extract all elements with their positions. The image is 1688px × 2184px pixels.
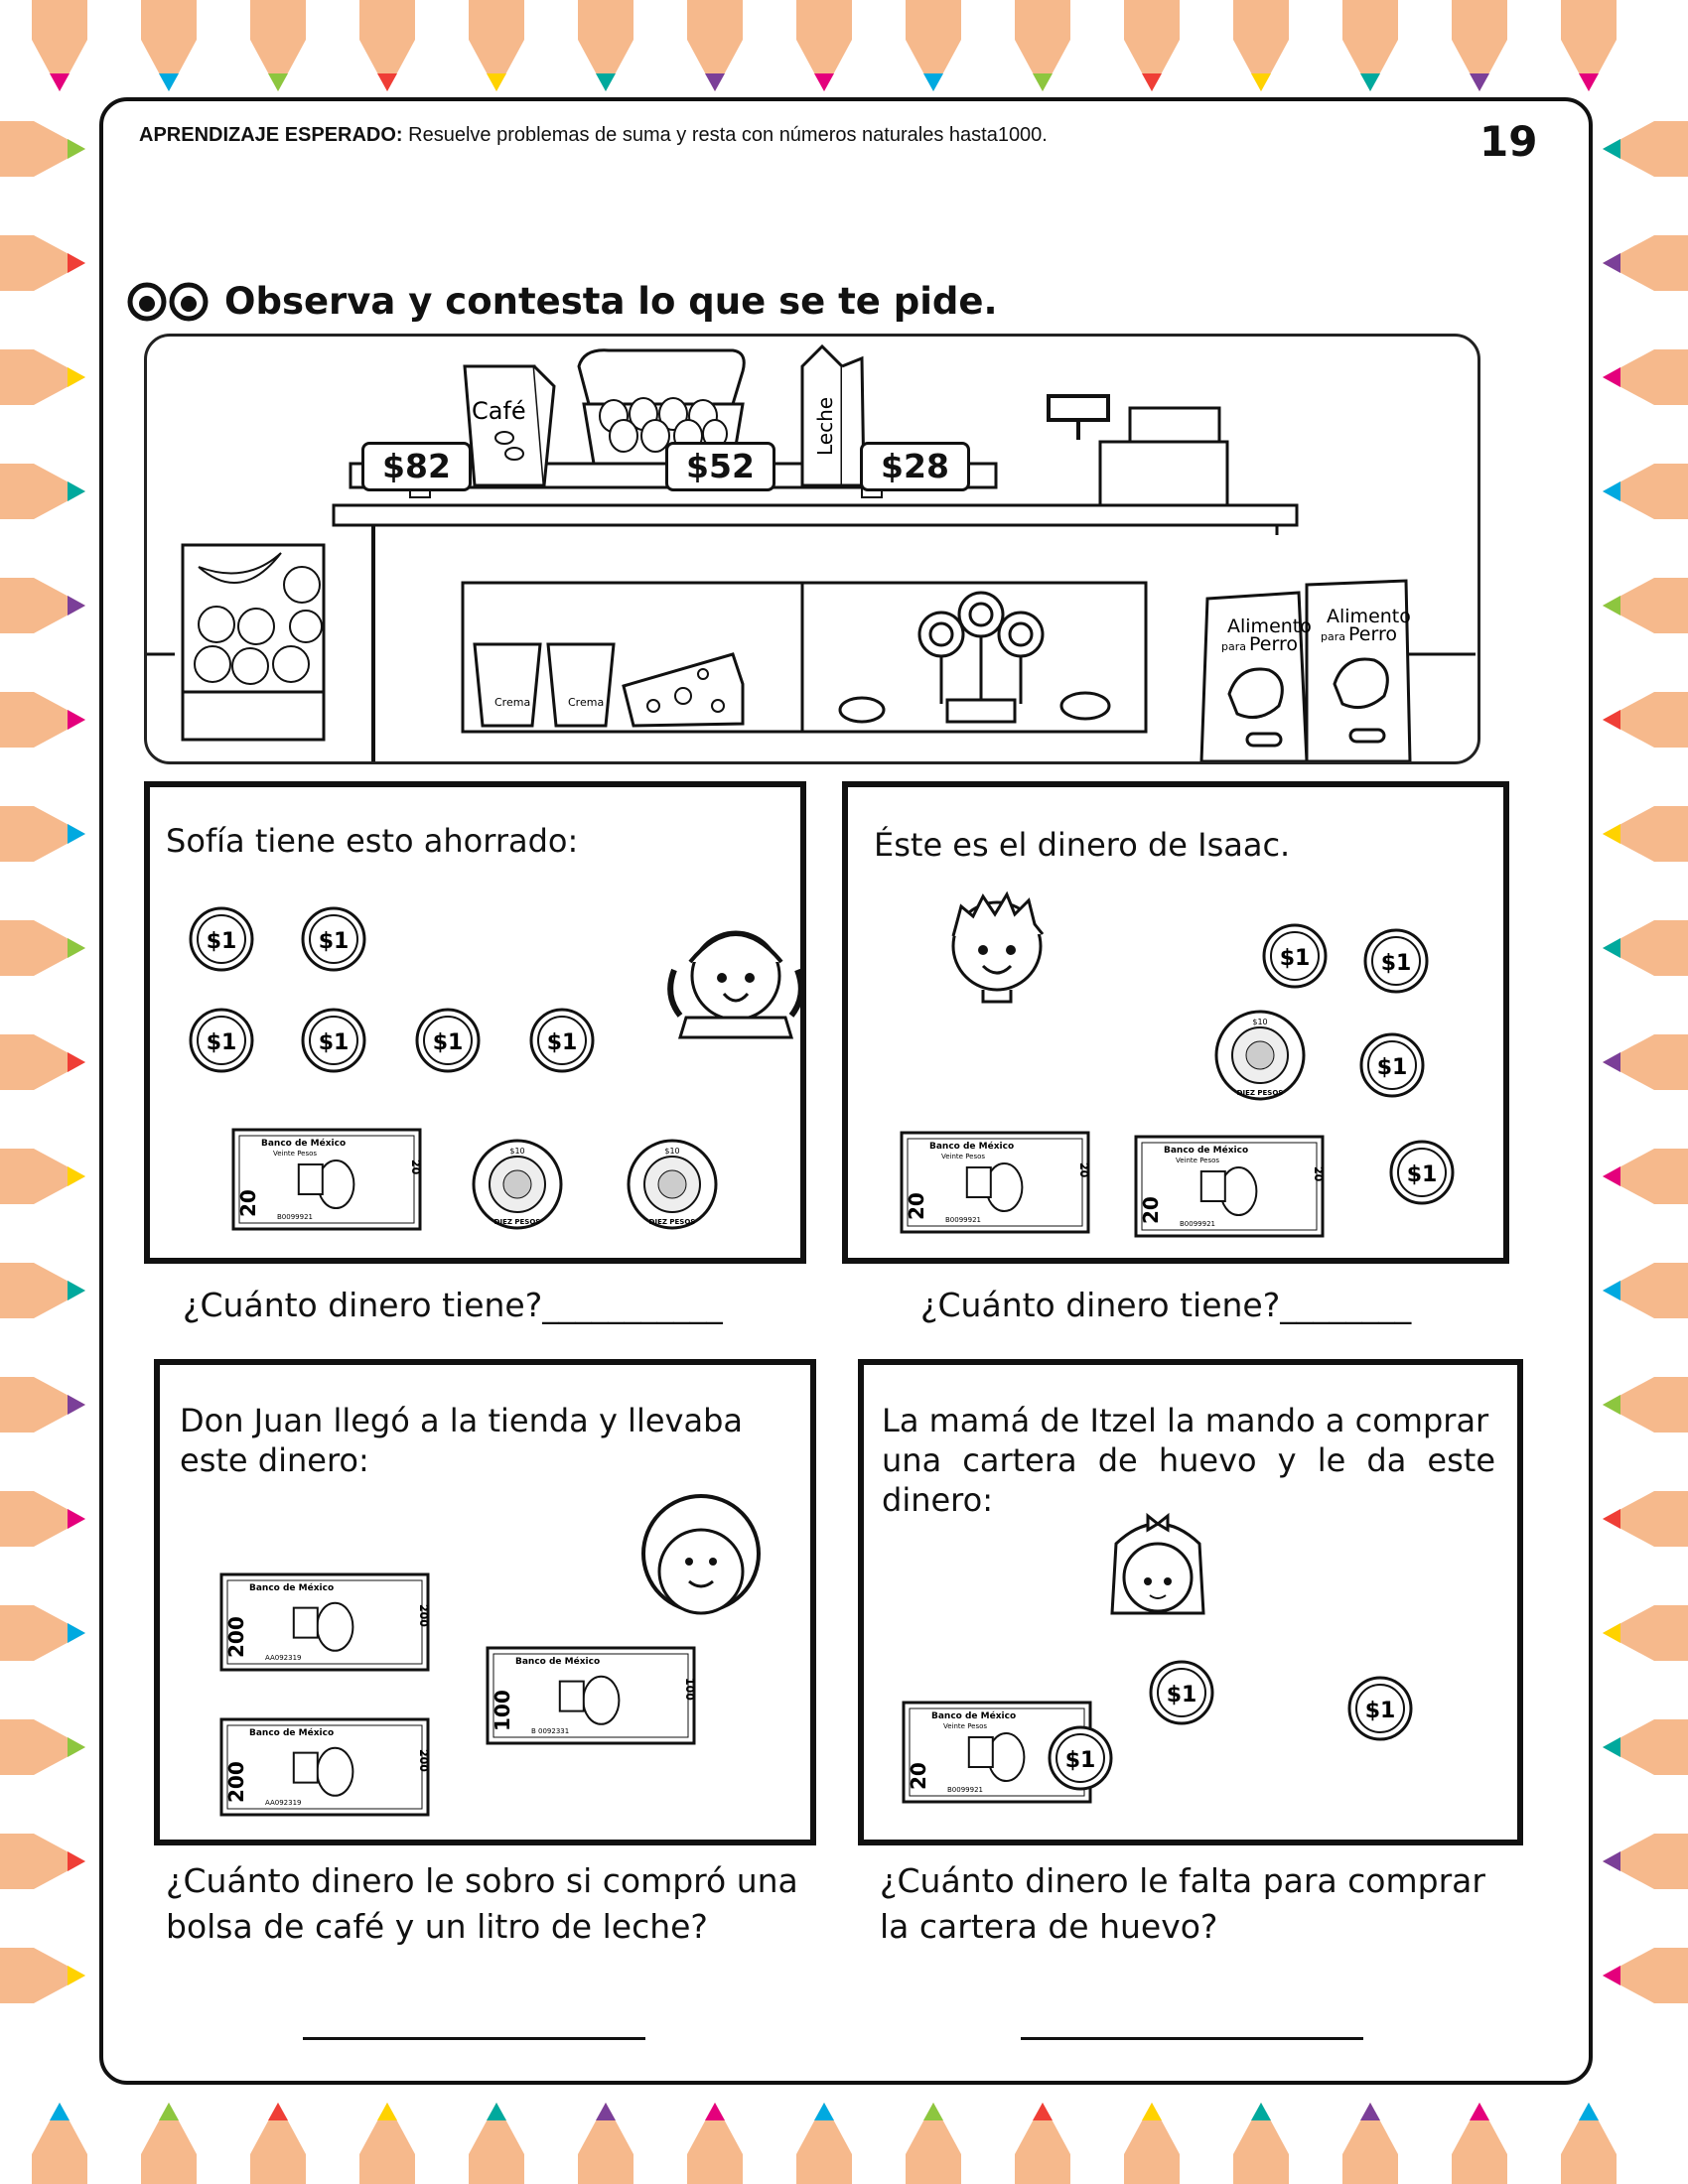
coin-1-label: $1 (1380, 951, 1412, 976)
isaac-money (848, 787, 1503, 1258)
pencil-decoration (0, 1034, 85, 1090)
pencil-decoration (0, 692, 85, 748)
panel-itzel-text-2: una cartera de huevo y le da este (882, 1441, 1495, 1479)
bill-denomination: 200 (224, 1616, 248, 1658)
bill-200-pesos (221, 1719, 430, 1815)
pencil-decoration (0, 578, 85, 633)
pencil-decoration (1124, 0, 1180, 91)
pencil-decoration (469, 2103, 524, 2184)
pencil-decoration (1603, 1377, 1688, 1433)
question-sofia: ¿Cuánto dinero tiene?___________ (183, 1286, 723, 1324)
bill-20-pesos (233, 1130, 422, 1229)
pencil-decoration (687, 0, 743, 91)
pencil-decoration (0, 1719, 85, 1775)
page-number: 19 (1479, 117, 1538, 166)
pencil-decoration (0, 1491, 85, 1547)
coin-1-peso (191, 1010, 252, 1071)
pencil-decoration (1603, 1034, 1688, 1090)
bill-denomination-small: 200 (417, 1604, 430, 1627)
pencil-decoration (578, 2103, 633, 2184)
bill-200-pesos (221, 1574, 430, 1670)
pencil-decoration (1603, 1605, 1688, 1661)
store-scene (144, 334, 1480, 764)
pencil-decoration (1603, 1948, 1688, 2003)
pencil-decoration (0, 1263, 85, 1318)
coin-10-text: DIEZ PESOS (1236, 1089, 1284, 1097)
sofia-money (150, 787, 800, 1258)
coin-1-peso (1361, 1034, 1423, 1096)
coin-1-peso (1264, 925, 1326, 987)
bank-label: Banco de México (931, 1711, 1017, 1721)
eyes-icon (127, 282, 211, 322)
coin-1-peso (417, 1010, 479, 1071)
coin-1-label: $1 (546, 1030, 578, 1055)
answer-line-itzel[interactable] (1021, 2037, 1363, 2040)
itzel-girl-illustration (1112, 1516, 1203, 1613)
coin-1-label: $1 (206, 929, 237, 954)
pencil-decoration (1561, 0, 1617, 91)
pencil-decoration (1603, 464, 1688, 519)
pencil-decoration (32, 2103, 87, 2184)
pencil-decoration (469, 0, 524, 91)
pencil-decoration (906, 2103, 961, 2184)
bank-label: Banco de México (515, 1657, 601, 1667)
pencil-decoration (1342, 0, 1398, 91)
price-tag-milk: $28 (860, 442, 970, 491)
curly-hair-boy-illustration (643, 1496, 759, 1613)
pencil-decoration (578, 0, 633, 91)
cream-label-2: Crema (568, 696, 605, 709)
dog-food-label-2: Alimento (1327, 606, 1411, 627)
pencil-decoration (1603, 1149, 1688, 1204)
pencil-decoration (796, 0, 852, 91)
bank-label: Banco de México (249, 1728, 335, 1738)
bill-name: Veinte Pesos (941, 1153, 986, 1160)
pencil-decoration (0, 806, 85, 862)
bill-denomination: 20 (236, 1189, 260, 1217)
instruction-text: Observa y contesta lo que se te pide. (224, 280, 998, 323)
pencil-decoration (0, 1834, 85, 1889)
pencil-decoration (0, 235, 85, 291)
coin-1-label: $1 (318, 1030, 350, 1055)
dog-food-para-2: para (1321, 630, 1345, 643)
cream-label-1: Crema (494, 696, 531, 709)
bank-label: Banco de México (929, 1142, 1015, 1152)
coin-10-pesos (1216, 1012, 1304, 1099)
pencil-decoration (1015, 0, 1070, 91)
instruction (127, 280, 998, 323)
coin-1-label: $1 (1166, 1683, 1197, 1707)
pencil-decoration (687, 2103, 743, 2184)
pencil-decoration (1233, 2103, 1289, 2184)
bill-serial: B0099921 (945, 1216, 981, 1224)
learning-goal-text: Resuelve problemas de suma y resta con números naturales hasta1000. (408, 124, 1048, 146)
pencil-decoration (1603, 692, 1688, 748)
coin-10-pesos (629, 1141, 716, 1228)
coin-1-peso (303, 1010, 364, 1071)
panel-itzel (858, 1359, 1523, 1845)
bill-denomination: 200 (224, 1761, 248, 1803)
bill-name: Veinte Pesos (1176, 1157, 1220, 1164)
pencil-decoration (1603, 1719, 1688, 1775)
pencil-decoration (359, 2103, 415, 2184)
coin-10-label: $10 (664, 1147, 680, 1156)
panel-sofia (144, 781, 806, 1264)
dog-food-perro-2: Perro (1348, 623, 1397, 645)
price-tag-eggs: $52 (665, 442, 775, 491)
dog-food-label-1: Alimento (1227, 615, 1312, 637)
pencil-decoration (1603, 578, 1688, 633)
coin-10-label: $10 (509, 1147, 525, 1156)
question-juan-2: bolsa de café y un litro de leche? (166, 1907, 708, 1946)
coin-1-peso (191, 908, 252, 970)
coin-1-peso (1391, 1142, 1453, 1203)
boy-illustration (953, 894, 1043, 1002)
learning-goal (139, 124, 1048, 147)
bill-serial: B0099921 (1180, 1220, 1215, 1228)
question-itzel-1: ¿Cuánto dinero le falta para comprar (880, 1861, 1485, 1900)
price-tag-coffee: $82 (361, 442, 472, 491)
pencil-decoration (0, 1377, 85, 1433)
panel-juan-text-2: este dinero: (180, 1441, 369, 1479)
coin-1-peso (531, 1010, 593, 1071)
coin-1-peso (1151, 1662, 1212, 1723)
bill-denomination-small: 20 (1077, 1162, 1090, 1178)
bill-serial: B 0092331 (531, 1727, 570, 1735)
bill-denomination: 20 (1139, 1196, 1163, 1224)
dog-food-para-1: para (1221, 640, 1246, 653)
pencil-decoration (0, 464, 85, 519)
pencil-decoration (0, 349, 85, 405)
fruit-crate (183, 545, 324, 740)
pencil-decoration (1603, 235, 1688, 291)
pencil-decoration (906, 0, 961, 91)
question-juan-1: ¿Cuánto dinero le sobro si compró una (166, 1861, 798, 1900)
pencil-decoration (1603, 806, 1688, 862)
coin-10-pesos (474, 1141, 561, 1228)
bill-denomination: 20 (907, 1762, 930, 1790)
answer-line-juan[interactable] (303, 2037, 645, 2040)
coin-1-label: $1 (1064, 1748, 1096, 1773)
pencil-decoration (0, 1948, 85, 2003)
bill-denomination-small: 20 (409, 1160, 422, 1175)
coin-10-text: DIEZ PESOS (648, 1218, 696, 1226)
coin-10-label: $10 (1252, 1018, 1268, 1026)
bill-serial: B0099921 (277, 1213, 313, 1221)
learning-goal-label: APRENDIZAJE ESPERADO: (139, 124, 403, 146)
pencil-decoration (796, 2103, 852, 2184)
cream-cheese-display (463, 583, 806, 732)
panel-itzel-text-1: La mamá de Itzel la mando a comprar (882, 1402, 1489, 1439)
bill-serial: AA092319 (265, 1799, 302, 1807)
bill-denomination: 100 (491, 1690, 514, 1731)
bill-denomination-small: 200 (417, 1749, 430, 1772)
pencil-decoration (141, 0, 197, 91)
milk-label: Leche (813, 396, 837, 456)
pencil-decoration (1603, 349, 1688, 405)
pencil-decoration (141, 2103, 197, 2184)
store-illustration (147, 337, 1477, 761)
bill-100-pesos (488, 1648, 696, 1743)
bill-serial: AA092319 (265, 1654, 302, 1662)
coin-1-label: $1 (206, 1030, 237, 1055)
pencil-decoration (0, 1149, 85, 1204)
dog-food-bags (1201, 581, 1411, 761)
bill-20-pesos (1136, 1137, 1325, 1236)
panel-isaac-text: Éste es el dinero de Isaac. (874, 826, 1291, 864)
pencil-decoration (1124, 2103, 1180, 2184)
coin-1-label: $1 (1376, 1055, 1408, 1080)
panel-juan-text-1: Don Juan llegó a la tienda y llevaba (180, 1402, 743, 1439)
pencil-decoration (250, 0, 306, 91)
bill-20-pesos (902, 1133, 1090, 1232)
coin-1-peso (1349, 1678, 1411, 1739)
pencil-decoration (0, 121, 85, 177)
dog-food-perro-1: Perro (1249, 633, 1298, 655)
pencil-decoration (1603, 1834, 1688, 1889)
bill-denomination-small: 20 (1312, 1166, 1325, 1182)
question-itzel-2: la cartera de huevo? (880, 1907, 1218, 1946)
pencil-decoration (359, 0, 415, 91)
bill-name: Veinte Pesos (273, 1150, 318, 1158)
bill-denomination-small: 100 (683, 1678, 696, 1701)
panel-sofia-text: Sofía tiene esto ahorrado: (166, 822, 579, 860)
coin-1-peso (303, 908, 364, 970)
pencil-decoration (0, 920, 85, 976)
panel-itzel-text-3: dinero: (882, 1481, 993, 1519)
coin-1-label: $1 (1406, 1162, 1438, 1187)
panel-juan (154, 1359, 816, 1845)
pencil-decoration (1603, 920, 1688, 976)
pencil-decoration (1452, 0, 1507, 91)
bank-label: Banco de México (249, 1583, 335, 1593)
pencil-decoration (1603, 121, 1688, 177)
milk-carton (802, 346, 864, 485)
question-isaac: ¿Cuánto dinero tiene?________ (920, 1286, 1412, 1324)
pencil-decoration (250, 2103, 306, 2184)
bill-denomination: 20 (905, 1192, 928, 1220)
cash-register (1049, 396, 1227, 507)
pencil-decoration (1603, 1491, 1688, 1547)
coffee-bag (465, 366, 554, 485)
bank-label: Banco de México (1164, 1146, 1249, 1156)
pencil-decoration (1603, 1263, 1688, 1318)
bill-name: Veinte Pesos (943, 1722, 988, 1730)
coin-1-peso (1050, 1727, 1111, 1789)
bank-label: Banco de México (261, 1139, 347, 1149)
pencil-decoration (0, 1605, 85, 1661)
pencil-decoration (32, 0, 87, 91)
coin-1-label: $1 (318, 929, 350, 954)
pencil-decoration (1561, 2103, 1617, 2184)
candy-display (802, 583, 1146, 732)
coin-1-label: $1 (1364, 1699, 1396, 1723)
bill-serial: B0099921 (947, 1786, 983, 1794)
coin-1-label: $1 (1279, 946, 1311, 971)
coin-1-peso (1365, 930, 1427, 992)
girl-illustration (670, 932, 800, 1037)
pencil-decoration (1233, 0, 1289, 91)
pencil-decoration (1015, 2103, 1070, 2184)
coffee-label: Café (472, 397, 526, 425)
pencil-decoration (1342, 2103, 1398, 2184)
juan-money (160, 1365, 810, 1840)
coin-1-label: $1 (432, 1030, 464, 1055)
pencil-decoration (1452, 2103, 1507, 2184)
panel-isaac (842, 781, 1509, 1264)
itzel-money (864, 1365, 1517, 1840)
coin-10-text: DIEZ PESOS (493, 1218, 541, 1226)
